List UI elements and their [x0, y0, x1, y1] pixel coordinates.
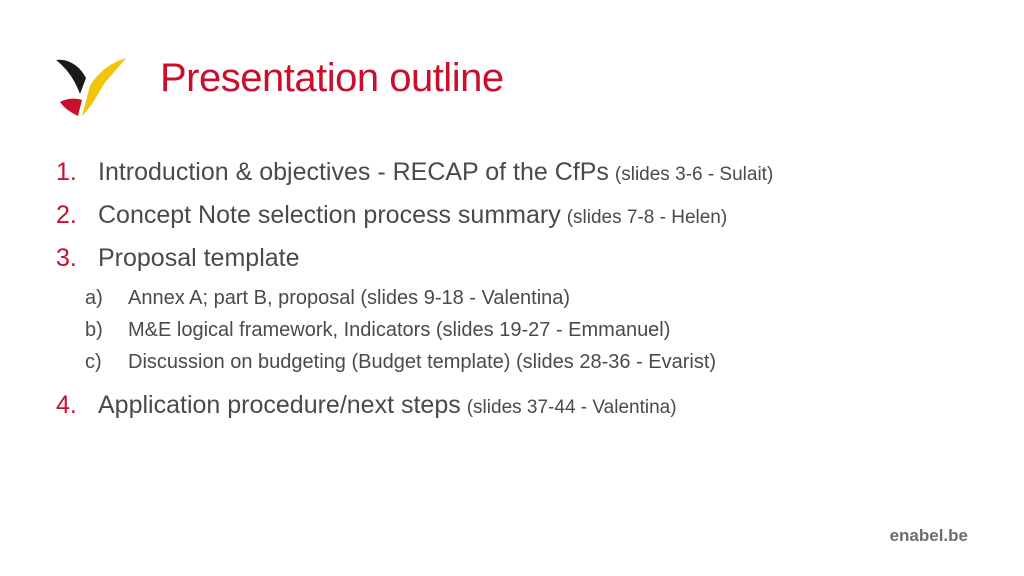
list-item — [56, 240, 996, 283]
page-title: Presentation outline — [160, 56, 504, 100]
list-number: 3. — [56, 244, 77, 272]
sub-list-text: Annex A; part B, proposal (slides 9-18 - Valentina) — [128, 287, 571, 309]
list-note: (slides 37-44 - Valentina) — [466, 397, 677, 418]
list-note: (slides 7-8 - Helen) — [566, 207, 728, 228]
list-item — [56, 387, 996, 430]
list-number: 2. — [56, 201, 77, 229]
footer-url: enabel.be — [889, 526, 968, 545]
enabel-logo — [54, 54, 130, 120]
list-number: 4. — [56, 391, 77, 419]
sub-list-letter: a) — [85, 287, 103, 309]
sub-list-text: M&E logical framework, Indicators (slides 19-27 - Emmanuel) — [128, 319, 671, 341]
list-note: (slides 3-6 - Sulait) — [614, 164, 774, 185]
list-text: Concept Note selection process summary — [98, 201, 561, 229]
list-text: Proposal template — [98, 244, 300, 272]
sub-list-item — [56, 283, 996, 315]
list-item — [56, 197, 996, 240]
outline-list — [56, 154, 996, 430]
list-text: Introduction & objectives - RECAP of the CfPs — [98, 158, 609, 186]
list-text: Application procedure/next steps — [98, 391, 461, 419]
sub-list — [56, 283, 996, 379]
list-number: 1. — [56, 158, 77, 186]
sub-list-item — [56, 347, 996, 379]
list-item — [56, 154, 996, 197]
sub-list-text: Discussion on budgeting (Budget template) (slides 28-36 - Evarist) — [128, 351, 717, 373]
sub-list-letter: c) — [85, 351, 102, 373]
sub-list-item — [56, 315, 996, 347]
sub-list-letter: b) — [85, 319, 103, 341]
